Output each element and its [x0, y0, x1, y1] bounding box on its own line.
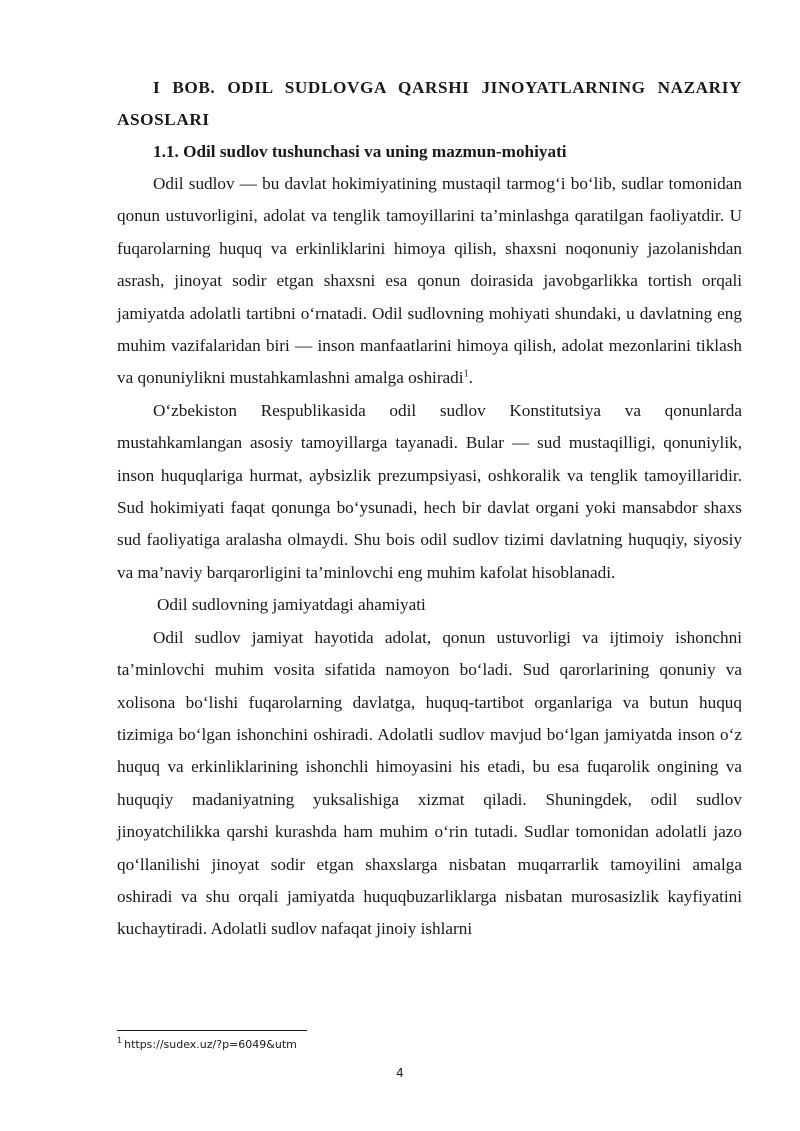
chapter-title: I BOB. ODIL SUDLOVGA QARSHI JINOYATLARNING NAZARIY ASOSLARI [117, 78, 742, 129]
paragraph-1-end: . [468, 368, 473, 388]
paragraph-3: Odil sudlov jamiyat hayotida adolat, qonun ustuvorligi va ijtimoiy ishonchni ta’minlovchi muhim vosita sifatida namoyon bo‘ladi. Sud qarorlarining qonuniy va xolisona bo‘lishi fuqarolarning davlatga, huquq-tartibot organlariga va butun huquq tizimiga bo‘lgan ishonchini oshiradi. Adolatli sudlov mavjud bo‘lgan jamiyatda inson o‘z huquq va erkinliklarining ishonchli himoyasini his etadi, bu esa fuqarolik ongining va huquqiy madaniyatning yuksalishiga xizmat qiladi. Shuningdek, odil sudlov jinoyatchilikka qarshi kurashda ham muhim o‘rin tutadi. Sudlar tomonidan adolatli jazo qo‘llanilishi jinoyat sodir etgan shaxslarga nisbatan muqarrarlik tamoyilini amalga oshiradi va shu orqali jamiyatda huquqbuzarliklarga nisbatan murosasizlik kayfiyatini kuchaytiradi. Adolatli sudlov nafaqat jinoiy ishlarni [117, 627, 742, 939]
footnote-number: 1 [117, 1036, 123, 1046]
page-number: 4 [396, 1066, 404, 1080]
footnote-separator [117, 1030, 307, 1031]
paragraph-2: O‘zbekiston Respublikasida odil sudlov Konstitutsiya va qonunlarda mustahkamlangan asosiy tamoyillarga tayanadi. Bular — sud mustaqilligi, qonuniylik, inson huquqlariga hurmat, aybsizlik prezumpsiyasi, oshkoralik va tenglik tamoyillaridir. Sud hokimiyati faqat qonunga bo‘ysunadi, hech bir davlat organi yoki mansabdor shaxs sud faoliyatiga aralasha olmaydi. Shu bois odil sudlov tizimi davlatning huquqiy, siyosiy va ma’naviy barqarorligini ta’minlovchi eng muhim kafolat hisoblanadi. [117, 400, 742, 582]
document-page [117, 72, 742, 946]
paragraph-1 [117, 168, 742, 395]
section-title: 1.1. Odil sudlov tushunchasi va uning mazmun-mohiyati [153, 142, 567, 161]
footnote-reference[interactable]: 1 [463, 368, 469, 380]
paragraph-1-text: Odil sudlov — bu davlat hokimiyatining mustaqil tarmog‘i bo‘lib, sudlar tomonidan qonun ustuvorligini, adolat va tenglik tamoyillarini ta’minlashga qaratilgan faoliyatdir. U fuqarolarning huquq va erkinliklarini himoya qilish, shaxsni noqonuniy jazolanishdan asrash, jinoyat sodir etgan shaxsni esa qonun doirasida javobgarlikka tortish orqali jamiyatda adolatli tartibni o‘rnatadi. Odil sudlovning mohiyati shundaki, u davlatning eng muhim vazifalaridan biri — inson manfaatlarini himoya qilish, adolat mezonlarini tiklash va qonuniylikni mustahkamlashni amalga oshiradi [117, 174, 742, 388]
footnote [117, 1038, 297, 1052]
footnote-link[interactable]: https://sudex.uz/?p=6049&utm [124, 1038, 297, 1051]
subheading: Odil sudlovning jamiyatdagi ahamiyati [157, 595, 426, 615]
